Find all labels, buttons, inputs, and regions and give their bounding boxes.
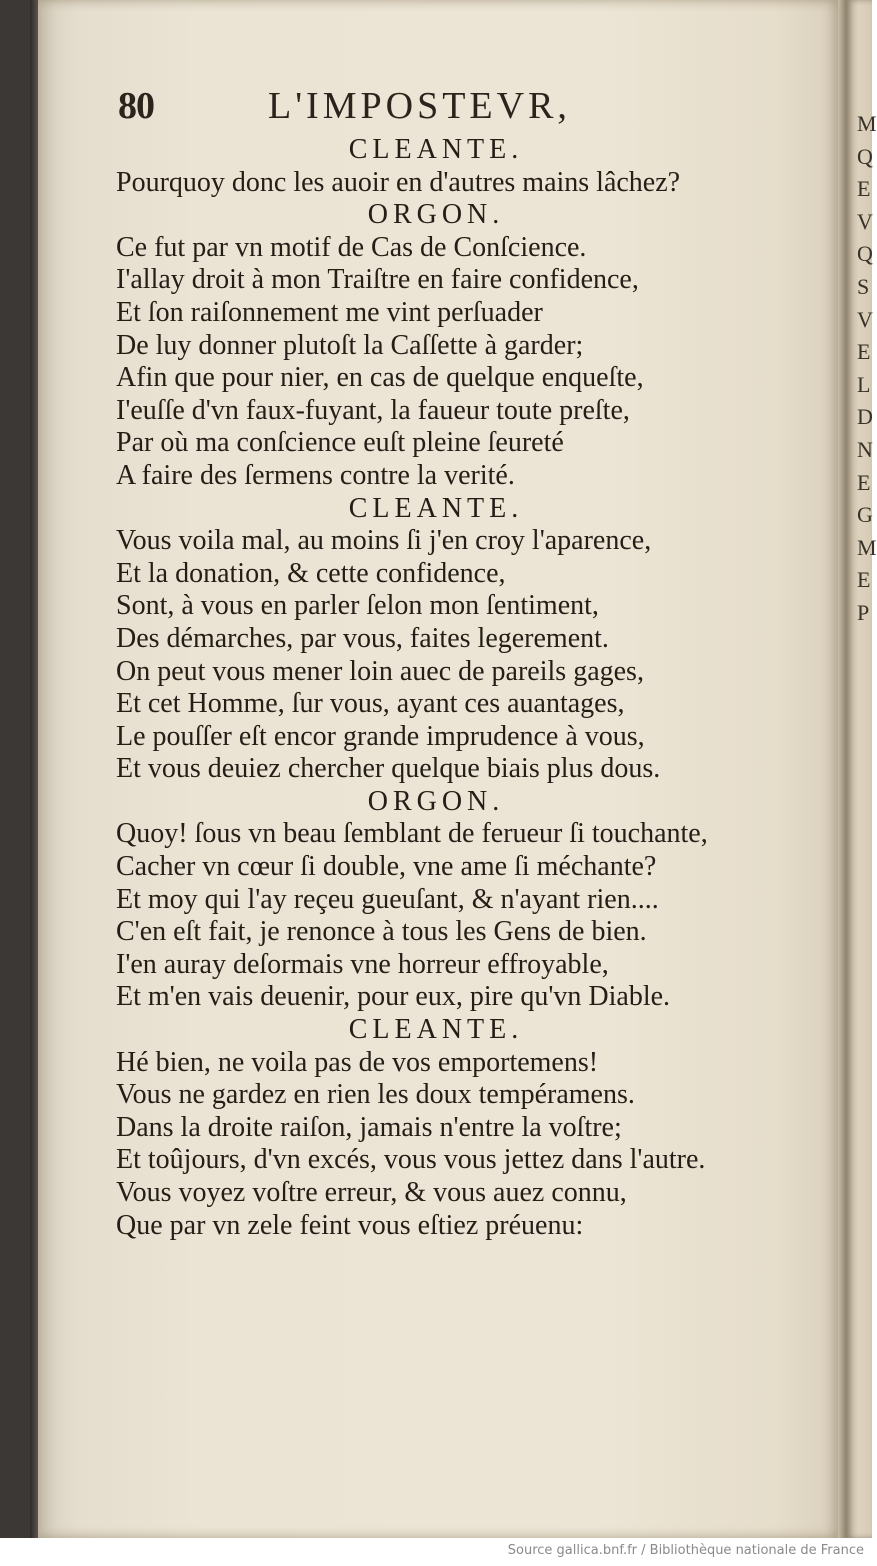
- verse-line: Sont, à vous en parler ſelon mon ſentiment,: [116, 590, 599, 622]
- facing-page-glyph: M: [857, 111, 877, 136]
- running-title: L'IMPOSTEVR,: [268, 85, 571, 127]
- verse-line: Le pouſſer eſt encor grande imprudence à vous,: [116, 720, 645, 752]
- facing-page-glyph: L: [857, 371, 871, 397]
- footer-bar: [0, 1538, 872, 1566]
- speaker-name: CLEANTE.: [348, 492, 524, 524]
- facing-page-glyph: P: [857, 599, 870, 625]
- verse-line: Hé bien, ne voila pas de vos emportemens!: [116, 1046, 599, 1078]
- facing-page-glyph: Q: [857, 241, 873, 267]
- verse-line: I'euſſe d'vn faux-fuyant, la faueur toute preſte,: [116, 394, 630, 426]
- page-number: 80: [118, 85, 154, 127]
- book-page: [38, 0, 838, 1538]
- verse-line: Et cet Homme, ſur vous, ayant ces auantages,: [116, 688, 625, 720]
- verse-line: On peut vous mener loin auec de pareils gages,: [116, 655, 644, 687]
- facing-page-glyph: M: [857, 534, 877, 560]
- verse-line: Des démarches, par vous, faites legerement.: [116, 622, 609, 654]
- facing-page-glyph: D: [857, 404, 873, 430]
- verse-line: I'allay droit à mon Traiſtre en faire confidence,: [116, 264, 639, 296]
- facing-page-glyph: E: [857, 567, 871, 593]
- verse-line: A faire des ſermens contre la verité.: [116, 459, 515, 491]
- play-text: [116, 134, 856, 1242]
- verse-line: C'en eſt fait, je renonce à tous les Gens de bien.: [116, 916, 647, 948]
- facing-page-glyph: V: [857, 306, 873, 332]
- verse-line: Afin que pour nier, en cas de quelque enqueſte,: [116, 362, 644, 394]
- verse-line: Et la donation, & cette confidence,: [116, 557, 506, 589]
- speaker-name: ORGON.: [367, 785, 505, 817]
- book-page-edge-right: [838, 0, 846, 1538]
- verse-line: Et toûjours, d'vn excés, vous vous jettez dans l'autre.: [116, 1144, 706, 1176]
- speaker-name: CLEANTE.: [348, 1014, 524, 1046]
- verse-line: De luy donner plutoſt la Caſſette à garder;: [116, 329, 584, 361]
- facing-page-glyph: G: [857, 502, 873, 528]
- speaker-name: ORGON.: [367, 199, 505, 231]
- verse-line: Par où ma conſcience euſt pleine ſeureté: [116, 427, 564, 459]
- verse-line: Vous ne gardez en rien les doux tempéramens.: [116, 1079, 635, 1111]
- verse-line: Vous voila mal, au moins ſi j'en croy l'aparence,: [116, 525, 652, 557]
- verse-line: Pourquoy donc les auoir en d'autres mains lâchez?: [116, 166, 681, 198]
- verse-line: Que par vn zele feint vous eſtiez préuenu:: [116, 1209, 584, 1241]
- verse-line: Dans la droite raiſon, jamais n'entre la voſtre;: [116, 1111, 622, 1143]
- facing-page-glyph: N: [857, 436, 873, 462]
- running-head: [118, 84, 738, 134]
- verse-line: Et ſon raiſonnement me vint perſuader: [116, 296, 543, 328]
- verse-line: Ce fut par vn motif de Cas de Conſcience.: [116, 231, 587, 263]
- verse-line: Quoy! ſous vn beau ſemblant de ferueur ſi touchante,: [116, 818, 708, 850]
- source-attribution: Source gallica.bnf.fr / Bibliothèque nationale de France: [507, 1543, 864, 1558]
- verse-line: Et vous deuiez chercher quelque biais plus dous.: [116, 753, 661, 785]
- verse-line: I'en auray deſormais vne horreur effroyable,: [116, 948, 609, 980]
- verse-line: Cacher vn cœur ſi double, vne ame ſi méchante?: [116, 851, 657, 883]
- book-gutter-left: [30, 0, 38, 1538]
- facing-page-glyphs: [857, 108, 877, 630]
- verse-line: Vous voyez voſtre erreur, & vous auez connu,: [116, 1177, 627, 1208]
- facing-page-glyph: Q: [857, 143, 873, 169]
- verse-line: Et m'en vais deuenir, pour eux, pire qu'vn Diable.: [116, 981, 671, 1013]
- facing-page-glyph: V: [857, 208, 873, 234]
- facing-page-glyph: S: [857, 273, 870, 299]
- verse-line: Et moy qui l'ay reçeu gueuſant, & n'ayant rien....: [116, 883, 659, 915]
- facing-page-glyph: E: [857, 176, 871, 202]
- facing-page-glyph: E: [857, 339, 871, 365]
- speaker-name: CLEANTE.: [348, 134, 524, 165]
- facing-page-glyph: E: [857, 469, 871, 495]
